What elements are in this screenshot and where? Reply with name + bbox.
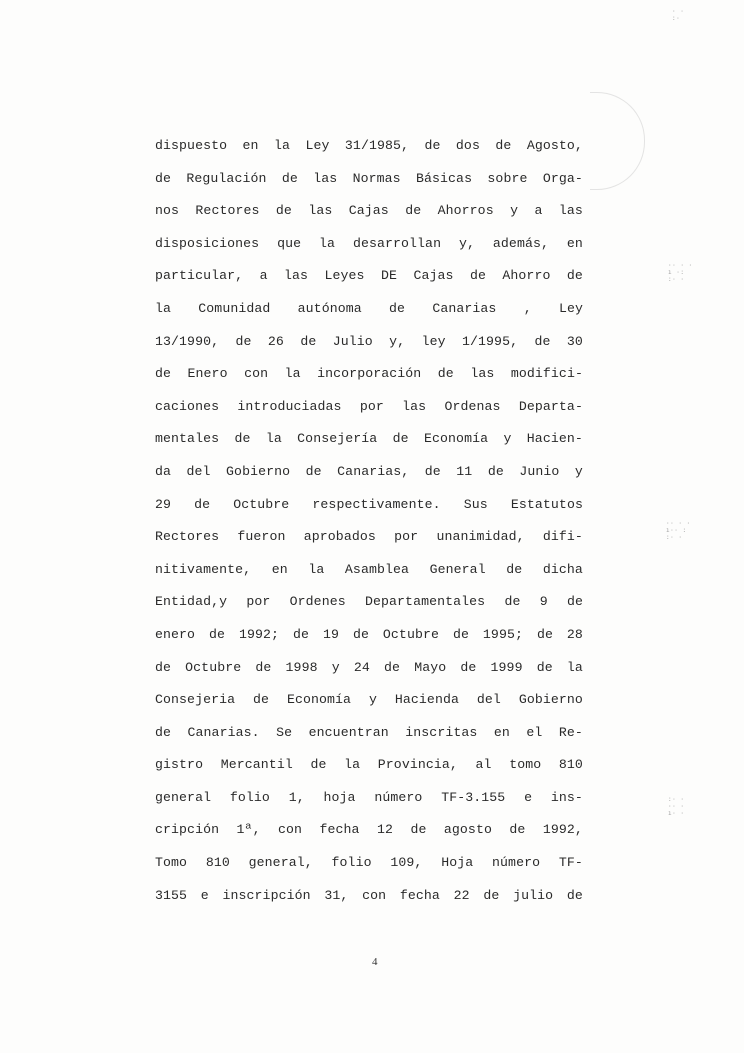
text-line: mentales de la Consejería de Economía y Hacien- — [155, 431, 583, 447]
margin-mark: · · :· — [672, 8, 685, 22]
margin-mark: ·· · · ı ·: :· · — [668, 262, 693, 283]
text-line: 3155 e inscripción 31, con fecha 22 de julio de — [155, 887, 583, 903]
text-line: enero de 1992; de 19 de Octubre de 1995; de 28 — [155, 626, 583, 642]
text-line: nitivamente, en la Asamblea General de dicha — [155, 561, 583, 577]
text-line: cripción 1ª, con fecha 12 de agosto de 1992, — [155, 822, 583, 838]
text-line: disposiciones que la desarrollan y, además, en — [155, 235, 583, 251]
text-line: particular, a las Leyes DE Cajas de Ahorro de — [155, 268, 583, 284]
margin-mark: ·· · · ı·· : :· · — [666, 520, 691, 541]
text-line: caciones introduciadas por las Ordenas Departa- — [155, 398, 583, 414]
text-line: general folio 1, hoja número TF-3.155 e ins- — [155, 789, 583, 805]
text-line: Entidad,y por Ordenes Departamentales de 9 de — [155, 594, 583, 610]
text-line: gistro Mercantil de la Provincia, al tomo 810 — [155, 757, 583, 773]
text-line: Consejeria de Economía y Hacienda del Gobierno — [155, 692, 583, 708]
faint-stamp-mark — [590, 92, 645, 190]
text-line: dispuesto en la Ley 31/1985, de dos de Agosto, — [155, 138, 583, 153]
text-line: de Enero con la incorporación de las modifici- — [155, 366, 583, 382]
text-line: 29 de Octubre respectivamente. Sus Estatutos — [155, 496, 583, 512]
text-line: 13/1990, de 26 de Julio y, ley 1/1995, de 30 — [155, 333, 583, 349]
text-line: Tomo 810 general, folio 109, Hoja número TF- — [155, 855, 583, 871]
text-line: nos Rectores de las Cajas de Ahorros y a las — [155, 203, 583, 219]
text-line: la Comunidad autónoma de Canarias , Ley — [155, 300, 583, 316]
document-body-text — [155, 136, 583, 918]
margin-mark: :· · ·· · ı· · — [668, 796, 685, 817]
text-line: de Regulación de las Normas Básicas sobre Orga- — [155, 170, 583, 186]
text-line: Rectores fueron aprobados por unanimidad, difi- — [155, 529, 583, 545]
text-line: de Canarias. Se encuentran inscritas en el Re- — [155, 724, 583, 740]
page-number: 4 — [372, 956, 378, 968]
text-line: de Octubre de 1998 y 24 de Mayo de 1999 de la — [155, 659, 583, 675]
text-line: da del Gobierno de Canarias, de 11 de Junio y — [155, 463, 583, 479]
